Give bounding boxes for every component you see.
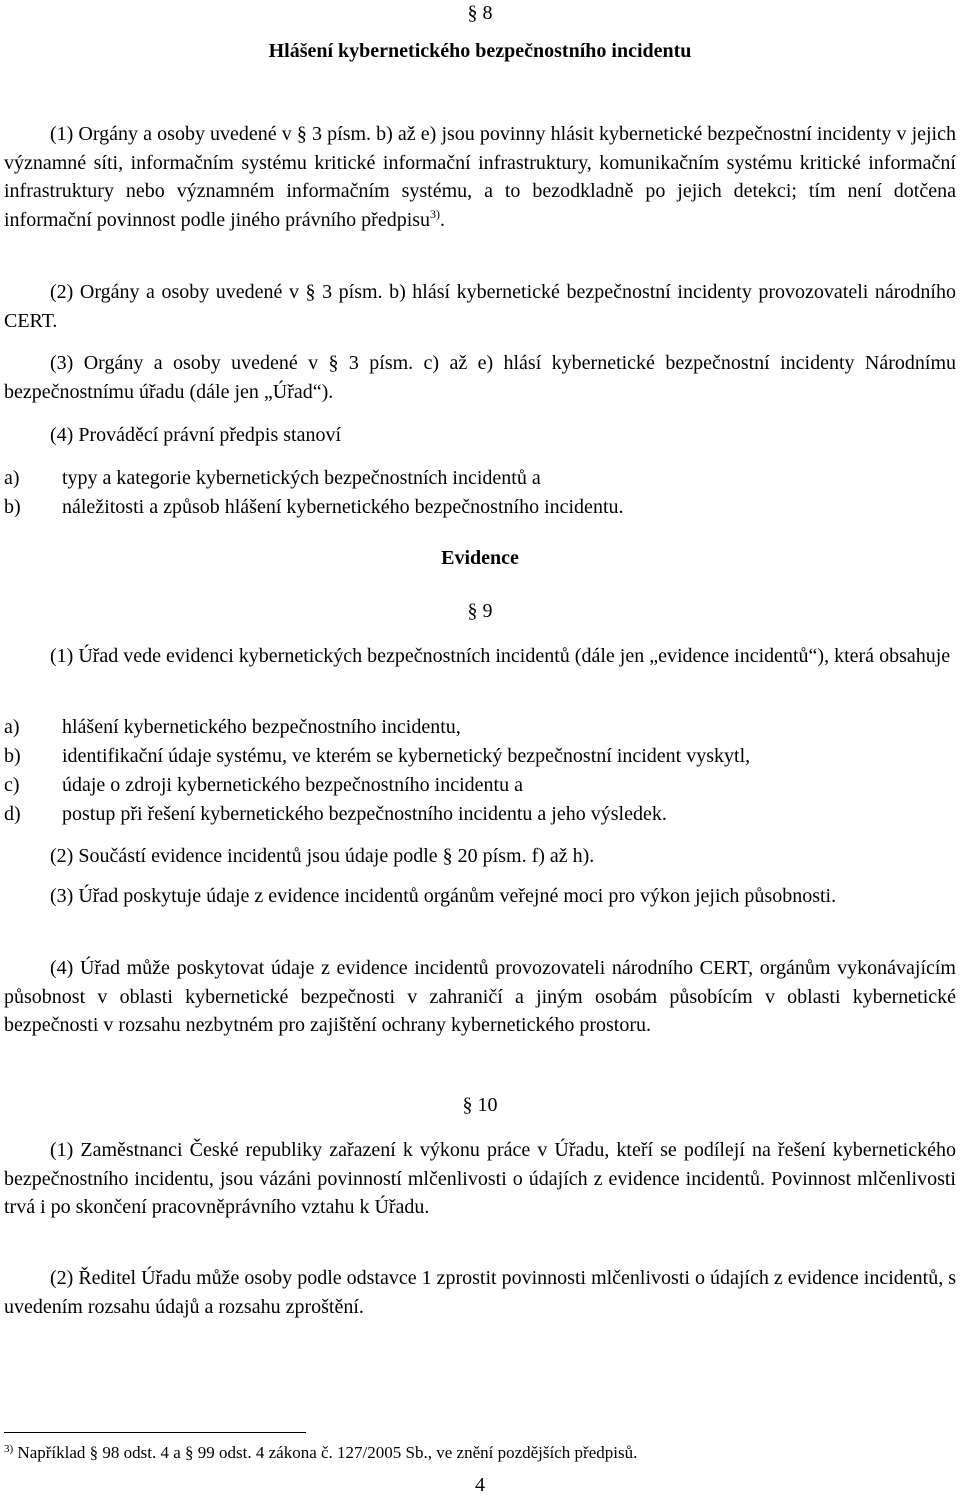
section-9-paragraph-3: (3) Úřad poskytuje údaje z evidence incidentů orgánům veřejné moci pro výkon jejich působnosti. [50, 885, 837, 907]
list-item: a) hlášení kybernetického bezpečnostního incidentu, [4, 716, 461, 738]
section-8-title: Hlášení kybernetického bezpečnostního incidentu [268, 40, 692, 62]
page-number: 4 [475, 1474, 485, 1496]
list-item: b) identifikační údaje systému, ve kterém se kybernetický bezpečnostní incident vyskytl, [4, 745, 751, 767]
section-9-number: § 9 [467, 600, 493, 622]
section-9-paragraph-4: (4) Úřad může poskytovat údaje z evidence incidentů provozovateli národního CERT, orgánům vykonávajícím působnost v oblasti kybernetické bezpečnosti v zahraničí a jiným osobám působícím v oblasti kybernetické bezpečnosti v rozsahu nezbytném pro zajištění ochrany kybernetického prostoru. [4, 957, 956, 1037]
section-10-number: § 10 [462, 1094, 498, 1116]
section-8-paragraph-1: (1) Orgány a osoby uvedené v § 3 písm. b) až e) jsou povinny hlásit kybernetické bezpečnostní incidenty v jejich významné síti, informačním systému kritické informační infrastruktury, komunikačním systému kritické informační infrastruktury nebo významném informačním systému, a to bezodkladně po jejich detekci; tím není dotčena informační povinnost podle jiného právního předpisu$^{3)}$. [4, 123, 956, 231]
list-item: b) náležitosti a způsob hlášení kybernetického bezpečnostního incidentu. [4, 496, 624, 518]
section-9-paragraph-2: (2) Součástí evidence incidentů jsou údaje podle § 20 písm. f) až h). [50, 845, 595, 867]
section-10-paragraph-2: (2) Ředitel Úřadu může osoby podle odstavce 1 zprostit povinnosti mlčenlivosti o údajích z evidence incidentů, s uvedením rozsahu údajů a rozsahu zproštění. [4, 1267, 956, 1318]
section-10-paragraph-1: (1) Zaměstnanci České republiky zařazení k výkonu práce v Úřadu, kteří se podílejí na řešení kybernetického bezpečnostního incidentu, jsou vázáni povinností mlčenlivosti o údajích z evidence incidentů. Povinnost mlčenlivosti trvá i po skončení pracovněprávního vztahu k Úřadu. [4, 1139, 956, 1219]
section-8-paragraph-2: (2) Orgány a osoby uvedené v § 3 písm. b) hlásí kybernetické bezpečnostní incidenty provozovateli národního CERT. [4, 281, 956, 332]
footnote-marker: 3) [4, 1443, 14, 1455]
footnote: $^{3)}$ Například § 98 odst. 4 a § 99 odst. 4 zákona č. 127/2005 Sb., ve znění pozdějších předpisů. [4, 1443, 638, 1462]
list-item: d) postup při řešení kybernetického bezpečnostního incidentu a jeho výsledek. [4, 803, 667, 825]
section-9-paragraph-1: (1) Úřad vede evidenci kybernetických bezpečnostních incidentů (dále jen „evidence incidentů“), která obsahuje [50, 645, 951, 667]
section-8-number: § 8 [467, 2, 493, 24]
section-8-paragraph-3: (3) Orgány a osoby uvedené v § 3 písm. c) až e) hlásí kybernetické bezpečnostní incidenty Národnímu bezpečnostnímu úřadu (dále jen „Úřad“). [4, 352, 956, 403]
footnote-reference: 3) [430, 206, 441, 221]
section-8-paragraph-4: (4) Prováděcí právní předpis stanoví [50, 424, 342, 446]
list-item: a) typy a kategorie kybernetických bezpečnostních incidentů a [4, 467, 541, 489]
section-9-heading: Evidence [441, 547, 519, 569]
list-item: c) údaje o zdroji kybernetického bezpečnostního incidentu a [4, 774, 523, 796]
footnote-separator [4, 1432, 306, 1433]
